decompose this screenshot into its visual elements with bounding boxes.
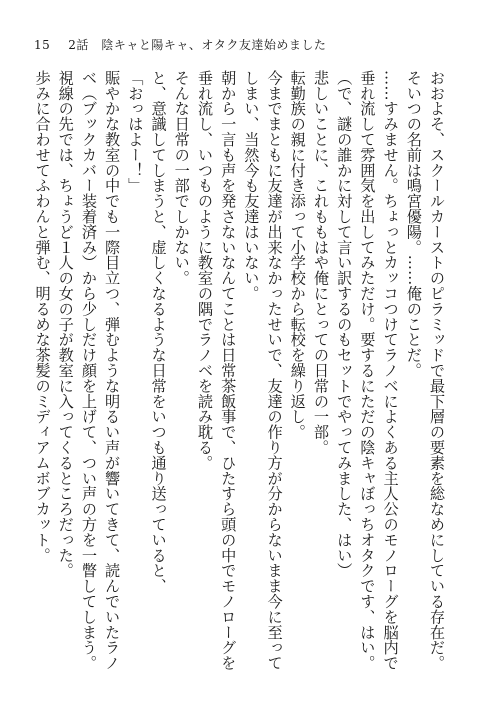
text-line: 垂れ流して雰囲気を出してみただけ。要するにただの陰キャぼっちオタクです、はい。 [358, 70, 377, 671]
page-number: 15 [34, 38, 51, 52]
text-line: と、意識してしまうと、虚しくなるような日常をいつも通り送っていると、 [149, 70, 168, 594]
text-line: 視線の先では、ちょうど１人の女の子が教室に入ってくるところだった。 [56, 70, 75, 579]
body-text [30, 70, 448, 670]
text-line: 「おっはよー！」 [126, 70, 145, 194]
text-line: ベ（ブックカバー装着済み）から少しだけ顔を上げて、つい声の方を一瞥してしまう。 [79, 70, 98, 671]
chapter-title: 2話 陰キャと陽キャ、オタク友達始めました [68, 38, 327, 52]
text-line: 朝から一言も声を発さないなんてことは日常茶飯事で、ひたすら頭の中でモノローグを [219, 70, 238, 671]
text-line: おおよそ、スクールカーストのピラミッドで最下層の要素を総なめにしている存在だ。 [428, 70, 446, 671]
text-line: 歩みに合わせてふわんと弾む、明るめな茶髪のミディアムボブカット。 [33, 70, 52, 563]
text-line: 垂れ流し、いつものように教室の隅でラノベを読み耽る。 [195, 70, 214, 471]
text-line: 転勤族の親に付き添って小学校から転校を繰り返し。 [288, 70, 307, 440]
text-line: 今までまともに友達が出来なかったせいで、友達の作り方が分からないまま今に至って [265, 70, 284, 671]
running-header [34, 38, 326, 52]
text-line: （で、謎の誰かに対して言い訳するのもセットでやってみました、はい） [335, 70, 354, 579]
text-line: そいつの名前は鳴宮優陽。……俺のことだ。 [404, 70, 423, 378]
text-line: 賑やかな教室の中でも一際目立つ、弾むような明るい声が響いてきて、読んでいたラノ [103, 70, 122, 671]
text-line: しまい、当然今も友達はいない。 [242, 70, 261, 301]
text-line: ……すみません。ちょっとカッコつけてラノベによくある主人公のモノローグを脳内で [381, 70, 400, 671]
text-line: そんな日常の一部でしかない。 [172, 70, 191, 286]
text-line: 悲しいことに、これももはや俺にとっての日常の一部。 [311, 70, 330, 455]
